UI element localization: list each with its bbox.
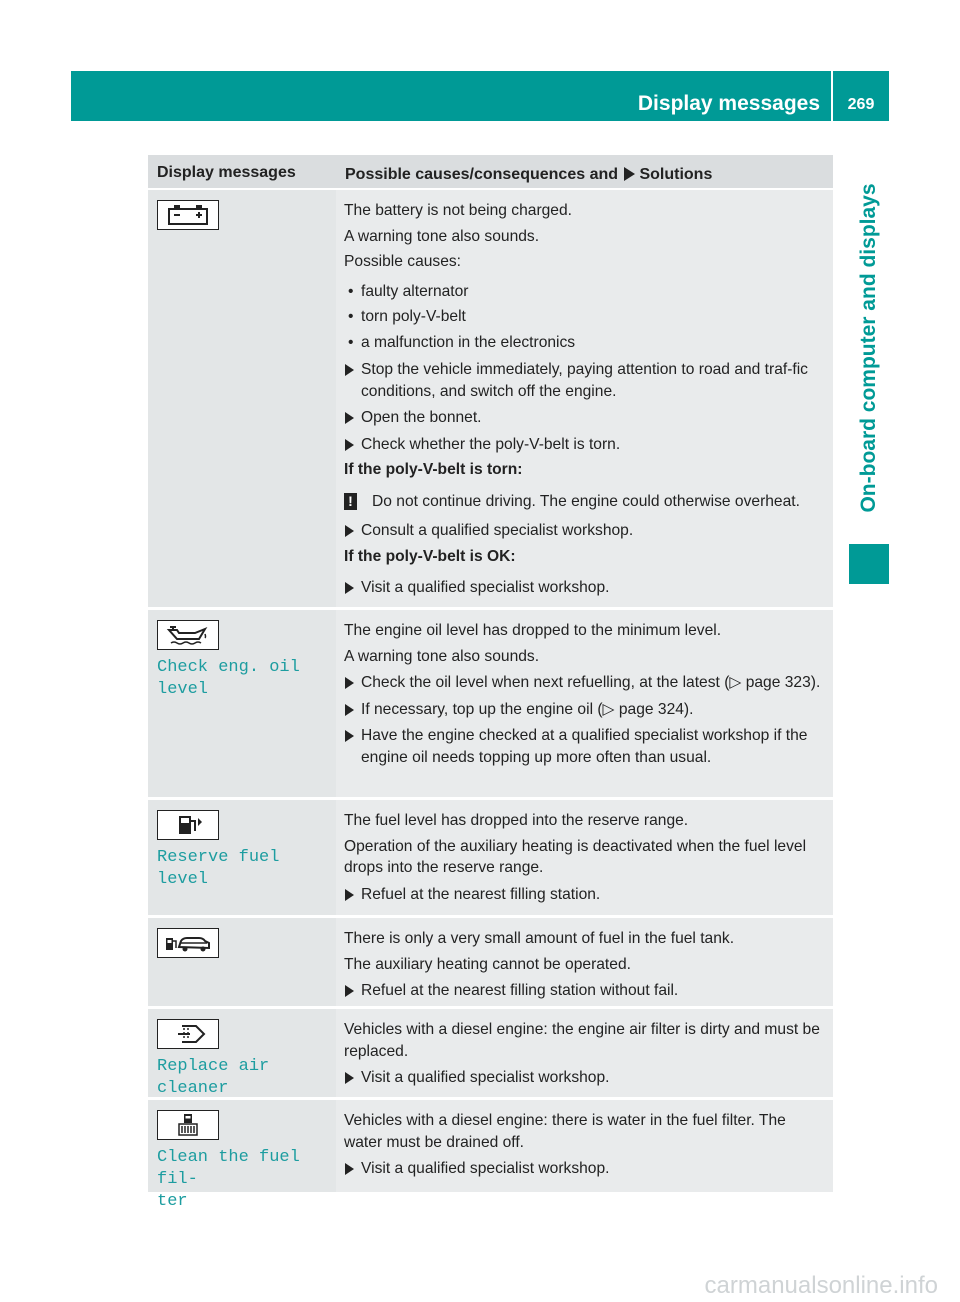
watermark: carmanualsonline.info xyxy=(704,1272,938,1299)
solution-cell xyxy=(336,1009,833,1097)
side-tab-marker xyxy=(849,544,889,584)
cause-text: The engine oil level has dropped to the minimum level. xyxy=(344,622,722,639)
cause-text: Vehicles with a diesel engine: the engine air filter is dirty and must be replaced. xyxy=(344,1021,820,1060)
message-cell xyxy=(148,1100,336,1211)
page-header-title: Display messages xyxy=(637,92,820,115)
table-row xyxy=(148,610,833,800)
battery-icon xyxy=(157,200,219,230)
display-message-text: level xyxy=(157,680,209,699)
message-cell xyxy=(148,610,336,797)
solution-step: Have the engine checked at a qualified specialist workshop if the engine oil needs topping up more often than usual. xyxy=(344,725,827,768)
solution-step: Check whether the poly-V-belt is torn. xyxy=(344,434,827,456)
warning-note xyxy=(344,491,827,513)
solution-step: Visit a qualified specialist workshop. xyxy=(344,1158,827,1180)
message-cell xyxy=(148,918,336,1006)
solution-step: Visit a qualified specialist workshop. xyxy=(344,1067,827,1089)
message-cell xyxy=(148,800,336,915)
cause-text: A warning tone also sounds. xyxy=(344,227,540,245)
solution-cell xyxy=(336,190,833,607)
display-message-text: Reserve fuel level xyxy=(157,848,280,889)
solution-cell xyxy=(336,918,833,1006)
cause-text: The auxiliary heating cannot be operated. xyxy=(344,955,631,973)
air-filter-icon xyxy=(157,1019,219,1049)
solution-step: Consult a qualified specialist workshop. xyxy=(344,520,827,542)
header-divider xyxy=(831,71,833,121)
display-message-text: Check eng. oil xyxy=(157,658,300,677)
cause-bullet: • a malfunction in the electronics xyxy=(344,332,827,354)
column-header-solutions-text: Possible causes/consequences and xyxy=(345,166,619,183)
solution-arrow-icon xyxy=(624,167,635,181)
solution-step: If necessary, top up the engine oil (▷ page 324). xyxy=(344,699,827,721)
cause-bullet: • torn poly-V-belt xyxy=(344,306,827,328)
solution-step: Stop the vehicle immediately, paying attention to road and traf-fic conditions, and switch off the engine. xyxy=(344,359,827,402)
column-header-messages: Display messages xyxy=(157,164,296,181)
column-header-solutions xyxy=(336,155,833,188)
table-row xyxy=(148,800,833,918)
fuel-pump-icon xyxy=(157,810,219,840)
warning-text: Do not continue driving. The engine could otherwise overheat. xyxy=(372,492,800,510)
table-row xyxy=(148,190,833,610)
table-row xyxy=(148,1100,833,1211)
table-row xyxy=(148,918,833,1009)
display-message-text: ter xyxy=(157,1192,188,1211)
display-messages-table xyxy=(148,155,833,1211)
table-row xyxy=(148,1009,833,1100)
solution-step: Visit a qualified specialist workshop. xyxy=(344,577,827,599)
page-number: 269 xyxy=(847,96,875,113)
condition-heading: If the poly-V-belt is torn: xyxy=(344,461,523,478)
message-cell xyxy=(148,1009,336,1097)
display-message-text: Replace air cleaner xyxy=(157,1057,270,1098)
cause-text: There is only a very small amount of fuel in the fuel tank. xyxy=(344,930,735,947)
solution-cell xyxy=(336,610,833,797)
solution-step: Check the oil level when next refuelling, at the latest (▷ page 323). xyxy=(344,672,827,694)
cause-bullet: • faulty alternator xyxy=(344,281,827,303)
message-cell xyxy=(148,190,336,607)
side-tab-label: On-board computer and displays xyxy=(857,183,880,513)
cause-text: A warning tone also sounds. xyxy=(344,647,540,665)
cause-text: Possible causes: xyxy=(344,253,462,270)
cause-text: The battery is not being charged. xyxy=(344,202,572,219)
table-header-row xyxy=(148,155,833,190)
solution-cell xyxy=(336,1100,833,1192)
solution-cell xyxy=(336,800,833,915)
oil-can-icon xyxy=(157,620,219,650)
fuel-filter-icon xyxy=(157,1110,219,1140)
warning-icon: ! xyxy=(344,493,357,510)
column-header-solutions-label: Solutions xyxy=(639,166,713,183)
solution-step: Refuel at the nearest filling station. xyxy=(344,884,827,906)
solution-step: Open the bonnet. xyxy=(344,407,827,429)
display-message-text: Clean the fuel fil- xyxy=(157,1148,300,1189)
solution-step: Refuel at the nearest filling station without fail. xyxy=(344,980,827,1002)
fuel-car-icon xyxy=(157,928,219,958)
condition-heading: If the poly-V-belt is OK: xyxy=(344,547,516,565)
cause-text: The fuel level has dropped into the reserve range. xyxy=(344,812,689,829)
cause-text: Operation of the auxiliary heating is deactivated when the fuel level drops into the reserve range. xyxy=(344,837,807,876)
cause-text: Vehicles with a diesel engine: there is water in the fuel filter. The water must be drained off. xyxy=(344,1112,786,1151)
